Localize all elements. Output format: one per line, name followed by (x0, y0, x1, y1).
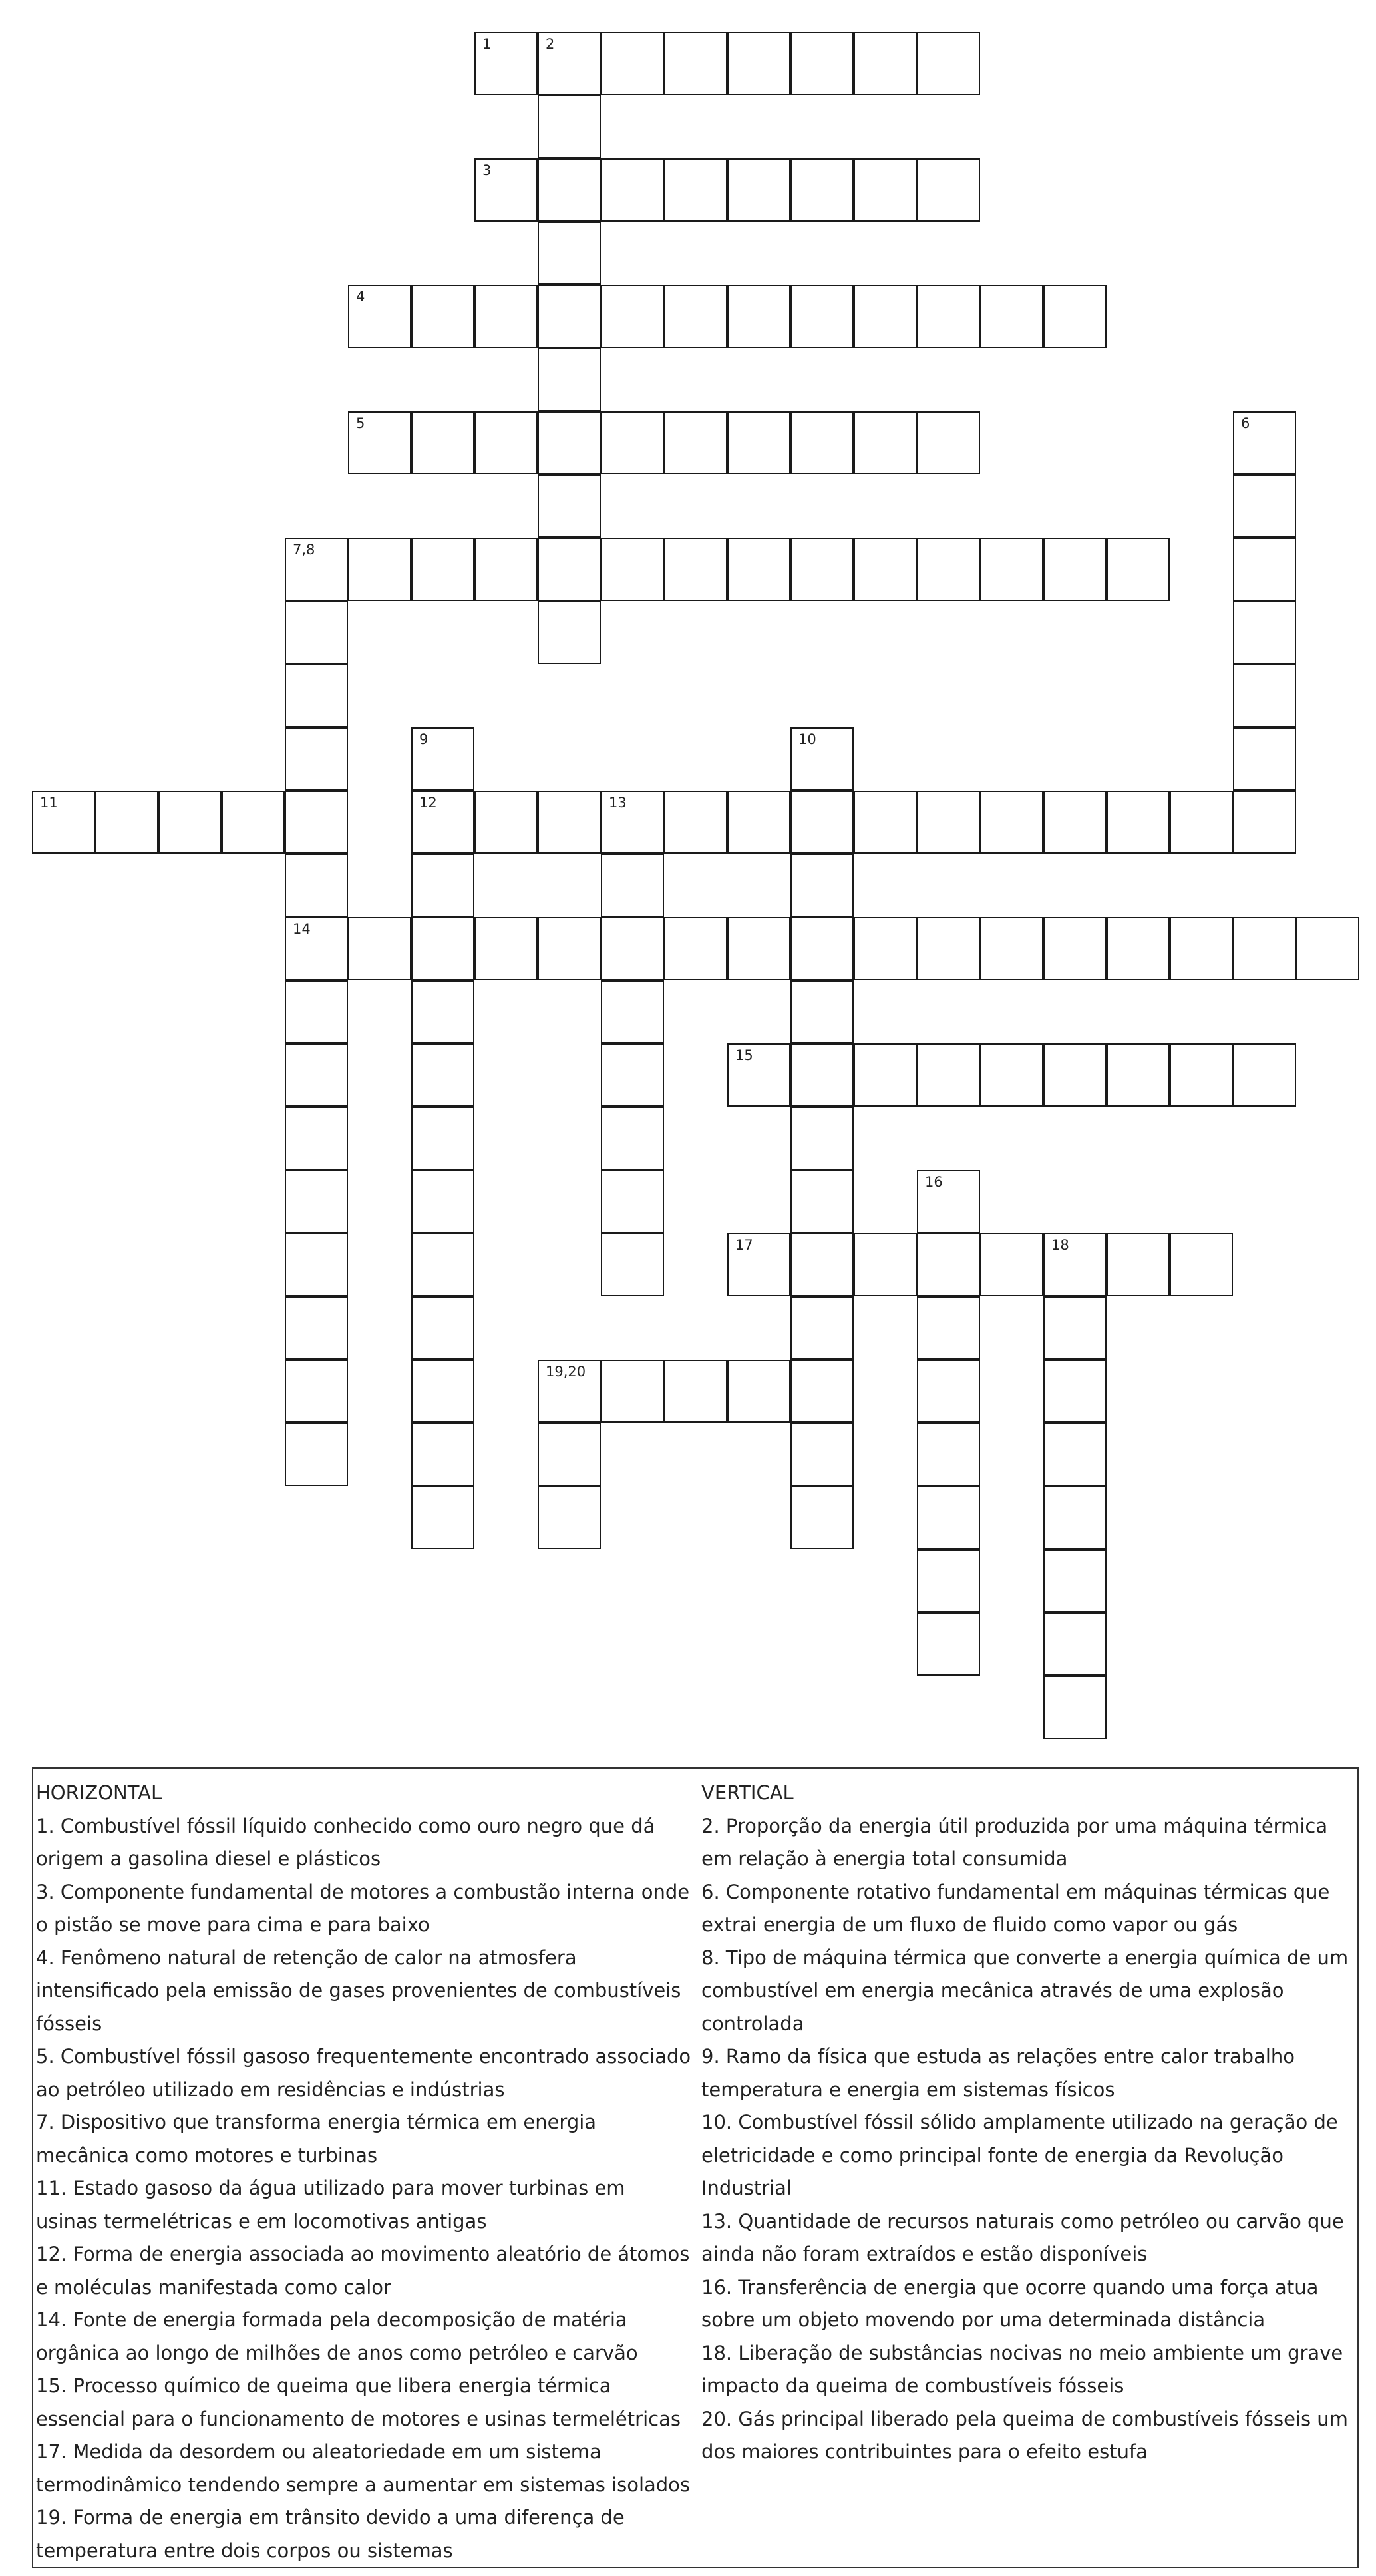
crossword-cell[interactable] (538, 285, 601, 348)
crossword-cell[interactable] (1233, 411, 1296, 474)
crossword-cell[interactable] (538, 32, 601, 95)
crossword-cell[interactable] (790, 285, 854, 348)
crossword-cell[interactable] (474, 32, 538, 95)
crossword-cell[interactable] (95, 791, 158, 854)
crossword-cell[interactable] (411, 1107, 474, 1170)
crossword-cell[interactable] (285, 538, 348, 601)
crossword-cell[interactable] (790, 980, 854, 1043)
crossword-cell[interactable] (474, 917, 538, 980)
clue-horizontal: 17. Medida da desordem ou aleatoriedade em um sistema termodinâmico tendendo sempre a aumentar em sistemas isolados (36, 2440, 691, 2496)
crossword-cell[interactable] (854, 411, 917, 474)
crossword-cell[interactable] (980, 1233, 1043, 1296)
crossword-cell[interactable] (664, 791, 727, 854)
crossword-cell[interactable] (1170, 1233, 1233, 1296)
crossword-cell[interactable] (601, 158, 664, 222)
crossword-cell[interactable] (222, 791, 285, 854)
crossword-cell[interactable] (411, 1233, 474, 1296)
clue-number: 19,20 (546, 1364, 586, 1380)
crossword-cell[interactable] (1043, 791, 1107, 854)
clue-number: 3 (482, 162, 492, 178)
crossword-cell[interactable] (917, 1043, 980, 1107)
crossword-cell[interactable] (917, 538, 980, 601)
crossword-cell[interactable] (601, 854, 664, 917)
crossword-cell[interactable] (790, 791, 854, 854)
crossword-cell[interactable] (790, 1233, 854, 1296)
crossword-cell[interactable] (601, 791, 664, 854)
crossword-cell[interactable] (664, 158, 727, 222)
crossword-cell[interactable] (1043, 1423, 1107, 1486)
crossword-cell[interactable] (285, 601, 348, 664)
vertical-clues (701, 1777, 1357, 2469)
clue-horizontal: 5. Combustível fóssil gasoso frequentemente encontrado associado ao petróleo utilizado em residências e indústrias (36, 2045, 691, 2101)
crossword-cell[interactable] (1043, 1296, 1107, 1360)
crossword-cell[interactable] (601, 32, 664, 95)
crossword-cell[interactable] (411, 285, 474, 348)
crossword-cell[interactable] (917, 1612, 980, 1676)
crossword-cell[interactable] (727, 538, 790, 601)
crossword-cell[interactable] (348, 285, 411, 348)
crossword-cell[interactable] (727, 1233, 790, 1296)
crossword-cell[interactable] (285, 1170, 348, 1233)
crossword-cell[interactable] (474, 791, 538, 854)
crossword-cell[interactable] (285, 791, 348, 854)
crossword-cell[interactable] (1233, 538, 1296, 601)
clue-vertical: 8. Tipo de máquina térmica que converte a energia química de um combustível em energia mecânica através de uma explosão controlada (701, 1946, 1349, 2035)
crossword-cell[interactable] (1043, 538, 1107, 601)
crossword-cell[interactable] (917, 411, 980, 474)
crossword-cell[interactable] (727, 285, 790, 348)
crossword-cell[interactable] (1233, 1043, 1296, 1107)
crossword-cell[interactable] (854, 1233, 917, 1296)
crossword-cell[interactable] (411, 1423, 474, 1486)
crossword-cell[interactable] (980, 1043, 1043, 1107)
crossword-cell[interactable] (411, 727, 474, 791)
crossword-cell[interactable] (664, 917, 727, 980)
crossword-cell[interactable] (158, 791, 222, 854)
crossword-cell[interactable] (601, 411, 664, 474)
crossword-cell[interactable] (601, 980, 664, 1043)
crossword-cell[interactable] (538, 1423, 601, 1486)
crossword-cell[interactable] (601, 285, 664, 348)
crossword-cell[interactable] (917, 1486, 980, 1549)
crossword-cell[interactable] (411, 1296, 474, 1360)
clue-number: 1 (482, 36, 492, 52)
clue-number: 2 (546, 36, 555, 52)
crossword-cell[interactable] (664, 411, 727, 474)
clue-number: 6 (1241, 415, 1250, 431)
crossword-cell[interactable] (538, 222, 601, 285)
crossword-cell[interactable] (538, 1486, 601, 1549)
horizontal-clues (36, 1777, 691, 2567)
crossword-cell[interactable] (664, 32, 727, 95)
crossword-cell[interactable] (285, 854, 348, 917)
clue-horizontal: 15. Processo químico de queima que libera energia térmica essencial para o funcionamento de motores e usinas termelétricas (36, 2374, 681, 2430)
crossword-cell[interactable] (727, 1360, 790, 1423)
clue-vertical: 6. Componente rotativo fundamental em máquinas térmicas que extrai energia de um fluxo de fluido como vapor ou gás (701, 1880, 1330, 1936)
crossword-cell[interactable] (538, 158, 601, 222)
clue-number: 9 (419, 731, 429, 747)
crossword-cell[interactable] (538, 474, 601, 538)
crossword-cell[interactable] (980, 538, 1043, 601)
clue-horizontal: 19. Forma de energia em trânsito devido a uma diferença de temperatura entre dois corpos ou sistemas (36, 2506, 625, 2562)
clue-vertical: 9. Ramo da física que estuda as relações entre calor trabalho temperatura e energia em sistemas físicos (701, 2045, 1295, 2101)
crossword-cell[interactable] (1233, 791, 1296, 854)
crossword-cell[interactable] (601, 917, 664, 980)
clue-horizontal: 3. Componente fundamental de motores a combustão interna onde o pistão se move para cima e para baixo (36, 1880, 690, 1936)
crossword-cell[interactable] (917, 1360, 980, 1423)
clue-number: 14 (293, 921, 311, 937)
crossword-cell[interactable] (411, 1170, 474, 1233)
clue-number: 11 (40, 795, 58, 811)
crossword-cell[interactable] (1170, 917, 1233, 980)
crossword-cell[interactable] (727, 32, 790, 95)
crossword-cell[interactable] (411, 1486, 474, 1549)
clue-vertical: 20. Gás principal liberado pela queima de combustíveis fósseis um dos maiores contribuintes para o efeito estufa (701, 2407, 1348, 2463)
crossword-cell[interactable] (790, 411, 854, 474)
crossword-cell[interactable] (727, 917, 790, 980)
crossword-cell[interactable] (285, 1360, 348, 1423)
crossword-cell[interactable] (917, 917, 980, 980)
crossword-cell[interactable] (348, 411, 411, 474)
clue-horizontal: 7. Dispositivo que transforma energia térmica em energia mecânica como motores e turbinas (36, 2111, 597, 2167)
crossword-cell[interactable] (1043, 1233, 1107, 1296)
clue-number: 16 (925, 1174, 943, 1190)
crossword-cell[interactable] (1233, 601, 1296, 664)
crossword-cell[interactable] (790, 1360, 854, 1423)
crossword-cell[interactable] (790, 854, 854, 917)
crossword-cell[interactable] (1233, 727, 1296, 791)
crossword-cell[interactable] (917, 32, 980, 95)
crossword-cell[interactable] (285, 664, 348, 727)
crossword-cell[interactable] (1043, 1486, 1107, 1549)
crossword-cell[interactable] (1043, 917, 1107, 980)
clue-number: 7,8 (293, 542, 315, 558)
crossword-cell[interactable] (411, 854, 474, 917)
crossword-cell[interactable] (917, 1296, 980, 1360)
clue-vertical: 18. Liberação de substâncias nocivas no meio ambiente um grave impacto da queima de combustíveis fósseis (701, 2341, 1343, 2397)
clue-vertical: 13. Quantidade de recursos naturais como petróleo ou carvão que ainda não foram extraídos e estão disponíveis (701, 2209, 1344, 2265)
crossword-cell[interactable] (854, 538, 917, 601)
crossword-cell[interactable] (917, 285, 980, 348)
crossword-cell[interactable] (664, 538, 727, 601)
clue-number: 17 (735, 1237, 753, 1253)
crossword-cell[interactable] (285, 1107, 348, 1170)
clue-number: 5 (356, 415, 365, 431)
crossword-cell[interactable] (285, 1233, 348, 1296)
crossword-cell[interactable] (790, 538, 854, 601)
crossword-cell[interactable] (980, 285, 1043, 348)
crossword-cell[interactable] (790, 158, 854, 222)
crossword-cell[interactable] (790, 1296, 854, 1360)
crossword-cell[interactable] (790, 727, 854, 791)
crossword-cell[interactable] (411, 538, 474, 601)
crossword-cell[interactable] (538, 348, 601, 411)
clues-panel (32, 1767, 1359, 2568)
crossword-cell[interactable] (538, 791, 601, 854)
crossword-cell[interactable] (538, 1360, 601, 1423)
crossword-cell[interactable] (917, 1549, 980, 1612)
crossword-cell[interactable] (790, 1107, 854, 1170)
crossword-cell[interactable] (601, 1170, 664, 1233)
clue-number: 12 (419, 795, 437, 811)
crossword-cell[interactable] (790, 917, 854, 980)
clue-number: 4 (356, 289, 365, 305)
crossword-cell[interactable] (1043, 1612, 1107, 1676)
crossword-cell[interactable] (285, 1296, 348, 1360)
crossword-cell[interactable] (1043, 1043, 1107, 1107)
clue-number: 10 (798, 731, 816, 747)
crossword-cell[interactable] (1296, 917, 1359, 980)
crossword-cell[interactable] (411, 1360, 474, 1423)
crossword-cell[interactable] (917, 1423, 980, 1486)
crossword-cell[interactable] (1170, 1043, 1233, 1107)
crossword-cell[interactable] (285, 980, 348, 1043)
clue-horizontal: 12. Forma de energia associada ao movimento aleatório de átomos e moléculas manifestada como calor (36, 2243, 690, 2299)
clue-number: 15 (735, 1047, 753, 1063)
crossword-cell[interactable] (854, 285, 917, 348)
crossword-cell[interactable] (1107, 538, 1170, 601)
crossword-cell[interactable] (790, 32, 854, 95)
crossword-cell[interactable] (790, 1043, 854, 1107)
crossword-cell[interactable] (1107, 1233, 1170, 1296)
crossword-cell[interactable] (727, 158, 790, 222)
crossword-cell[interactable] (474, 285, 538, 348)
crossword-cell[interactable] (854, 158, 917, 222)
crossword-cell[interactable] (1107, 917, 1170, 980)
clue-vertical: 2. Proporção da energia útil produzida por uma máquina térmica em relação à energia total consumida (701, 1814, 1328, 1870)
crossword-cell[interactable] (854, 32, 917, 95)
crossword-cell[interactable] (917, 1170, 980, 1233)
clue-horizontal: 14. Fonte de energia formada pela decomposição de matéria orgânica ao longo de milhões de anos como petróleo e carvão (36, 2308, 638, 2364)
crossword-cell[interactable] (917, 1233, 980, 1296)
crossword-cell[interactable] (980, 791, 1043, 854)
crossword-cell[interactable] (285, 1423, 348, 1486)
crossword-cell[interactable] (1233, 917, 1296, 980)
crossword-cell[interactable] (601, 538, 664, 601)
crossword-cell[interactable] (538, 411, 601, 474)
crossword-cell[interactable] (411, 411, 474, 474)
crossword-cell[interactable] (285, 917, 348, 980)
vertical-heading: VERTICAL (701, 1781, 794, 1804)
crossword-cell[interactable] (411, 791, 474, 854)
crossword-cell[interactable] (854, 917, 917, 980)
crossword-cell[interactable] (1107, 1043, 1170, 1107)
crossword-cell[interactable] (854, 1043, 917, 1107)
crossword-cell[interactable] (980, 917, 1043, 980)
crossword-cell[interactable] (664, 285, 727, 348)
crossword-cell[interactable] (474, 411, 538, 474)
crossword-cell[interactable] (601, 1043, 664, 1107)
clue-horizontal: 1. Combustível fóssil líquido conhecido como ouro negro que dá origem a gasolina diesel e plásticos (36, 1814, 655, 1870)
crossword-cell[interactable] (790, 1170, 854, 1233)
horizontal-heading: HORIZONTAL (36, 1781, 162, 1804)
crossword-cell[interactable] (917, 158, 980, 222)
crossword-cell[interactable] (538, 917, 601, 980)
crossword-cell[interactable] (1043, 1549, 1107, 1612)
clue-number: 13 (609, 795, 627, 811)
crossword-cell[interactable] (474, 158, 538, 222)
clue-number: 18 (1051, 1237, 1069, 1253)
crossword-cell[interactable] (1107, 791, 1170, 854)
crossword-cell[interactable] (790, 1486, 854, 1549)
clue-vertical: 16. Transferência de energia que ocorre quando uma força atua sobre um objeto movendo por uma determinada distância (701, 2275, 1319, 2331)
crossword-cell[interactable] (538, 601, 601, 664)
crossword-cell[interactable] (664, 1360, 727, 1423)
crossword-cell[interactable] (1043, 1676, 1107, 1739)
crossword-cell[interactable] (601, 1360, 664, 1423)
crossword-cell[interactable] (727, 791, 790, 854)
crossword-cell[interactable] (601, 1107, 664, 1170)
crossword-cell[interactable] (1170, 791, 1233, 854)
crossword-cell[interactable] (854, 791, 917, 854)
crossword-cell[interactable] (411, 917, 474, 980)
crossword-cell[interactable] (538, 95, 601, 158)
clue-horizontal: 11. Estado gasoso da água utilizado para mover turbinas em usinas termelétricas e em locomotivas antigas (36, 2177, 625, 2233)
crossword-cell[interactable] (1233, 664, 1296, 727)
crossword-cell[interactable] (727, 1043, 790, 1107)
crossword-cell[interactable] (601, 1233, 664, 1296)
crossword-cell[interactable] (285, 1043, 348, 1107)
crossword-cell[interactable] (348, 538, 411, 601)
clue-horizontal: 4. Fenômeno natural de retenção de calor na atmosfera intensificado pela emissão de gases provenientes de combustíveis fósseis (36, 1946, 681, 2035)
crossword-cell[interactable] (474, 538, 538, 601)
crossword-cell[interactable] (917, 791, 980, 854)
crossword-cell[interactable] (411, 1043, 474, 1107)
crossword-cell[interactable] (790, 1423, 854, 1486)
clue-vertical: 10. Combustível fóssil sólido amplamente utilizado na geração de eletricidade e como principal fonte de energia da Revolução Industrial (701, 2111, 1338, 2199)
crossword-cell[interactable] (538, 538, 601, 601)
crossword-cell[interactable] (348, 917, 411, 980)
crossword-cell[interactable] (1043, 285, 1107, 348)
crossword-cell[interactable] (1043, 1360, 1107, 1423)
crossword-cell[interactable] (411, 980, 474, 1043)
crossword-cell[interactable] (1233, 474, 1296, 538)
crossword-cell[interactable] (32, 791, 95, 854)
crossword-cell[interactable] (727, 411, 790, 474)
crossword-cell[interactable] (285, 727, 348, 791)
